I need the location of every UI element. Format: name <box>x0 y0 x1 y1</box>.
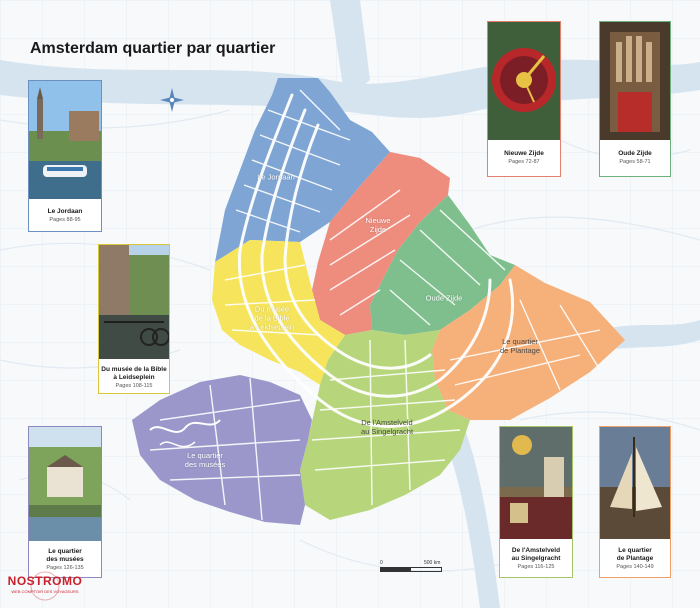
nostromo-logo <box>5 570 85 602</box>
plantage-ship-photo <box>600 427 670 539</box>
scale-bar <box>380 560 442 576</box>
scale-start-label: 0 <box>380 560 383 566</box>
district-label-bible <box>250 305 294 332</box>
card-musees-title-line-1: Le quartier <box>48 548 82 555</box>
logo-tagline: WEB COMPTOIR DES VOYAGEURS <box>11 589 79 594</box>
card-amstelveld-pages: Pages 116-125 <box>517 564 555 570</box>
amstelveld-interior-photo <box>500 427 572 539</box>
district-label-nieuwe-line-2: Zijde <box>369 225 387 234</box>
card-jordaan-pages: Pages 88-95 <box>49 217 81 223</box>
card-plantage-pages: Pages 140-149 <box>616 564 654 570</box>
musees-house-photo <box>29 427 101 541</box>
card-amstelveld[interactable] <box>499 426 573 578</box>
card-oude[interactable] <box>599 21 671 177</box>
card-amstelveld-title-line-2: au Singelgracht <box>511 555 561 562</box>
bible-canal-photo <box>99 245 169 359</box>
card-nieuwe-pages: Pages 72-87 <box>508 159 540 165</box>
district-label-musees-line-1: Le quartier <box>187 451 223 460</box>
district-label-bible-line-3: à Leidseplein <box>249 322 295 332</box>
card-oude-pages: Pages 58-71 <box>619 159 651 165</box>
district-label-jordaan: Le Jordaan <box>257 172 295 182</box>
map-title: Amsterdam quartier par quartier <box>30 40 276 57</box>
card-bible-pages: Pages 108-115 <box>115 383 153 389</box>
card-plantage-title-line-1: Le quartier <box>618 547 652 554</box>
district-label-musees-line-2: des musées <box>184 460 226 469</box>
card-jordaan[interactable] <box>28 80 102 232</box>
card-nieuwe-title: Nieuwe Zijde <box>504 150 544 157</box>
card-musees-pages: Pages 126-135 <box>46 565 84 571</box>
district-label-amstelveld <box>361 418 413 436</box>
card-musees-title-line-2: des musées <box>46 556 84 563</box>
district-label-nieuwe-line-1: Nieuwe <box>365 216 391 225</box>
card-plantage-title <box>600 547 670 563</box>
card-musees[interactable] <box>28 426 102 578</box>
oude-organ-photo <box>600 22 670 140</box>
scale-end-label: 500 km <box>424 560 441 566</box>
district-label-bible-line-2: de la Bible <box>254 313 290 323</box>
jordaan-canal-photo <box>29 81 101 199</box>
district-label-musees <box>185 451 225 469</box>
card-nieuwe[interactable] <box>487 21 561 177</box>
card-oude-title: Oude Zijde <box>618 150 652 157</box>
district-label-plantage <box>500 337 540 355</box>
district-label-amstelveld-line-2: au Singelgracht <box>360 427 414 436</box>
district-label-bible-line-1: Du musée <box>254 304 290 314</box>
card-bible-title-line-1: Du musée de la Bible <box>101 366 167 373</box>
card-bible-title-line-2: à Leidseplein <box>113 374 155 381</box>
card-bible[interactable] <box>98 244 170 394</box>
district-label-nieuwe <box>365 216 390 234</box>
district-label-oude: Oude Zijde <box>425 293 463 303</box>
card-plantage[interactable] <box>599 426 671 578</box>
card-amstelveld-title <box>500 547 572 563</box>
scale-bar-graphic <box>380 567 442 572</box>
district-label-plantage-line-1: Le quartier <box>502 337 538 346</box>
card-jordaan-title: Le Jordaan <box>47 208 83 215</box>
card-plantage-title-line-2: de Plantage <box>616 555 654 562</box>
nieuwe-clock-photo <box>488 22 560 140</box>
district-label-amstelveld-line-1: De l'Amstelveld <box>361 418 413 427</box>
card-amstelveld-title-line-1: De l'Amstelveld <box>511 547 561 554</box>
card-musees-title <box>29 548 101 564</box>
logo-brand: NOSTROMO <box>7 574 83 588</box>
card-bible-title <box>99 366 169 382</box>
district-label-plantage-line-2: de Plantage <box>499 346 541 355</box>
